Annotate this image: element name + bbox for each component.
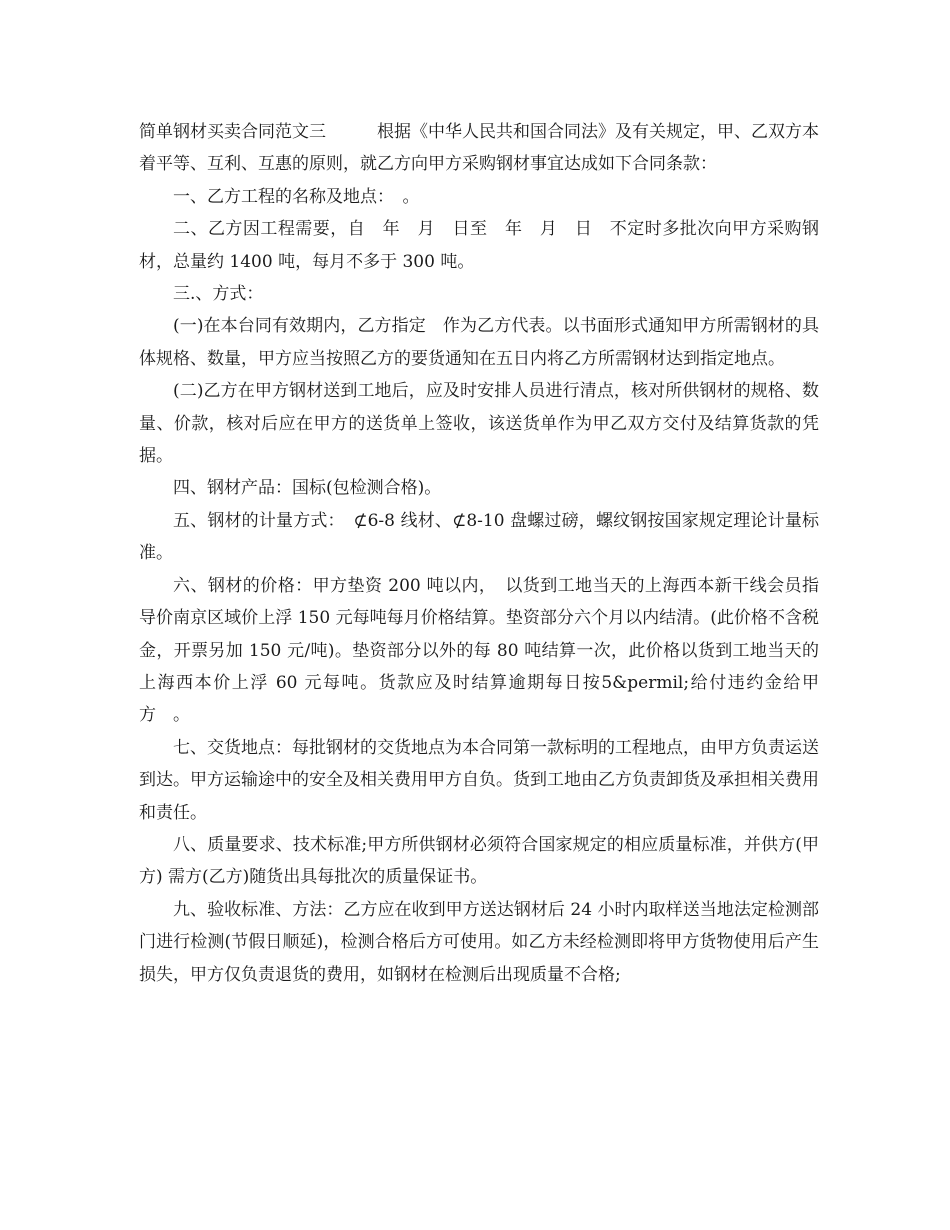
clause-5: 五、钢材的计量方式： ⊄6-8 线材、⊄8-10 盘螺过磅，螺纹钢按国家规定理论计量标准。	[139, 510, 819, 564]
clause-8: 八、质量要求、技术标准;甲方所供钢材必须符合国家规定的相应质量标准，并供方(甲方) 需方(乙方)随货出具每批次的质量保证书。	[139, 834, 819, 888]
clause-4: 四、钢材产品：国标(包检测合格)。	[173, 478, 442, 499]
paragraph-preamble: 根据《中华人民共和国合同法》及有关规定，甲、乙双方本着平等、互利、互惠的原则，就乙方向甲方采购钢材事宜达成如下合同条款：	[139, 122, 819, 175]
clause-3-item-1: (一)在本台同有效期内，乙方指定 作为乙方代表。以书面形式通知甲方所需钢材的具体规格、数量，甲方应当按照乙方的要货通知在五日内将乙方所需钢材达到指定地点。	[139, 316, 819, 369]
clause-3-item-2: (二)乙方在甲方钢材送到工地后，应及时安排人员进行清点，核对所供钢材的规格、数量、价款，核对后应在甲方的送货单上签收，该送货单作为甲乙双方交付及结算货款的凭据。	[139, 381, 819, 467]
contract-title: 简单钢材买卖合同范文三	[139, 122, 326, 142]
clause-3-heading: 三.、方式：	[173, 284, 264, 305]
clause-7: 七、交货地点：每批钢材的交货地点为本合同第一款标明的工程地点，由甲方负责运送到达。甲方运输途中的安全及相关费用甲方自负。货到工地由乙方负责卸货及承担相关费用和责任。	[139, 737, 819, 823]
clause-6: 六、钢材的价格：甲方垫资 200 吨以内， 以货到工地当天的上海西本新干线会员指导价南京区域价上浮 150 元每吨每月价格结算。垫资部分六个月以内结清。(此价格不含税金，开票另加 150 元/吨)。垫资部分以外的每 80 吨结算一次，此价格以货到工地当天的上海西本价上浮 60 元每吨。货款应及时结算逾期每日按5&permil;给付违约金给甲方 。	[139, 575, 819, 726]
contract-intro	[139, 116, 819, 181]
contract-body	[139, 116, 819, 991]
clause-1: 一、乙方工程的名称及地点： 。	[173, 186, 420, 207]
clause-9: 九、验收标准、方法：乙方应在收到甲方送达钢材后 24 小时内取样送当地法定检测部门进行检测(节假日顺延)，检测合格后方可使用。如乙方未经检测即将甲方货物使用后产生损失，甲方仅负责退货的费用，如钢材在检测后出现质量不合格;	[139, 899, 819, 985]
clause-2: 二、乙方因工程需要，自 年 月 日至 年 月 日 不定时多批次向甲方采购钢材，总量约 1400 吨，每月不多于 300 吨。	[139, 219, 819, 272]
